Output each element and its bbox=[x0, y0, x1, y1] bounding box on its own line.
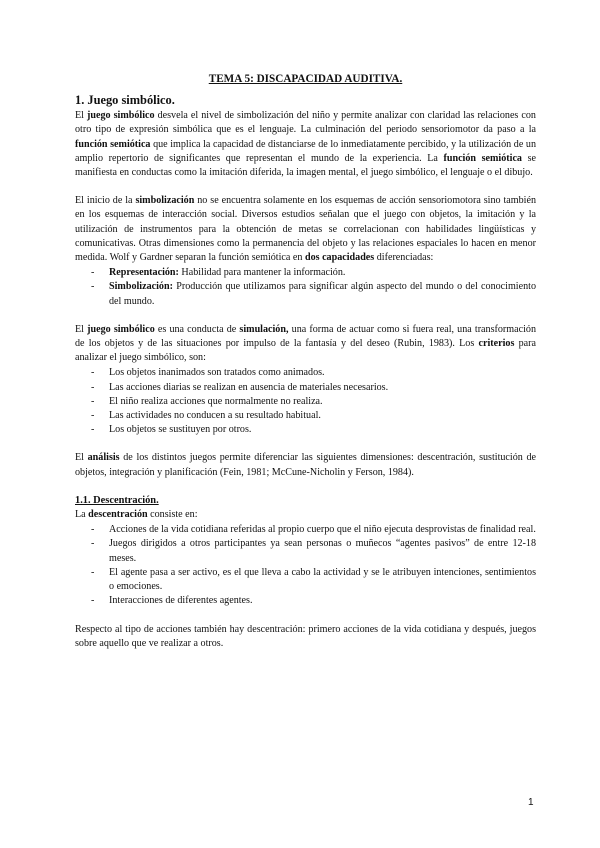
bold-term: simulación, bbox=[239, 323, 289, 335]
list-item bbox=[109, 266, 536, 280]
paragraph-juego-simbolico bbox=[75, 109, 536, 180]
bold-term: análisis bbox=[87, 452, 120, 464]
text-run: una forma de actuar como si fuera real, una transformación de los objetos y de las situaciones por impulso de la fantasía y del deseo (Rubin, 1983). Los bbox=[75, 323, 536, 350]
bold-term: juego simbólico bbox=[87, 323, 155, 335]
bold-term: función semiótica bbox=[75, 138, 151, 150]
text-run: consiste en: bbox=[147, 509, 198, 521]
bold-term: dos capacidades bbox=[304, 252, 375, 264]
list-item: - Las actividades no conducen a su resultado habitual. bbox=[109, 409, 536, 423]
paragraph-descentracion bbox=[75, 508, 536, 522]
paragraph-simbolizacion bbox=[75, 194, 536, 265]
document-title: TEMA 5: DISCAPACIDAD AUDITIVA. bbox=[208, 73, 403, 85]
paragraph-tipo-acciones: Respecto al tipo de acciones también hay descentración: primero acciones de la vida cotidiana y después, juegos sobre aquello que ve realizar a otros. bbox=[75, 623, 536, 649]
text-run: El bbox=[75, 110, 88, 122]
text-run: diferenciadas: bbox=[374, 252, 434, 264]
page-number: 1 bbox=[528, 797, 534, 808]
text-run: de los distintos juegos permite diferenciar las siguientes dimensiones: descentración, sustitución de objetos, integración y planificación (Fein, 1981; McCune-Nicholin y Ferson, 1984). bbox=[75, 452, 536, 478]
paragraph-simulacion bbox=[75, 323, 536, 366]
criteria-list bbox=[75, 366, 536, 437]
text-run: El bbox=[75, 452, 88, 464]
text-run: no se encuentra solamente en los esquemas de acción sensoriomotora sino también en los esquemas de interacción social. Diversos estudios señalan que el juego con objetos, la imitación y la utilización de instrumentos para la obtención de metas se correlacionan con habilidades lingüísticas y comunicativas. Otras dimensiones como la permanencia del objeto y las relaciones espaciales lo hacen en menor medida. Wolf y Gardner separan la función semiótica en bbox=[75, 195, 536, 264]
list-item: - Juegos dirigidos a otros participantes ya sean personas o muñecos “agentes pasivos” de entre 12-18 meses. bbox=[109, 537, 536, 565]
text-run: Habilidad para mantener la información. bbox=[178, 267, 346, 279]
bold-term: simbolización bbox=[135, 195, 195, 207]
capacities-list bbox=[75, 266, 536, 309]
text-run: desvela el nivel de simbolización del niño y permite analizar con claridad las relaciones con otro tipo de expresión simbólica que es el lenguaje. La culminación del periodo sensoriomotor da paso a la bbox=[75, 110, 536, 136]
text-run: se manifiesta en conductas como la imitación diferida, la imagen mental, el juego simbólico, el lenguaje o el dibujo. bbox=[75, 152, 536, 179]
paragraph-analisis bbox=[75, 451, 536, 479]
text-run: La bbox=[75, 509, 89, 521]
text-run: Producción que utilizamos para significar algún aspecto del mundo o del conocimiento del mundo. bbox=[109, 281, 536, 307]
list-item: - Interacciones de diferentes agentes. bbox=[109, 594, 536, 608]
text-run: que implica la capacidad de distanciarse de lo inmediatamente percibido, y la utilización de un amplio repertorio de significantes que representan el mundo de la experiencia. La bbox=[75, 138, 536, 164]
decentration-list bbox=[75, 523, 536, 608]
bold-term: función semiótica bbox=[443, 152, 522, 164]
bold-term: descentración bbox=[88, 509, 148, 521]
text-run: El inicio de la bbox=[75, 195, 136, 207]
list-item: - Los objetos inanimados son tratados como animados. bbox=[109, 366, 536, 380]
list-item: - El niño realiza acciones que normalmente no realiza. bbox=[109, 395, 536, 409]
bold-term: criterios bbox=[478, 338, 515, 350]
bold-term: Representación: bbox=[109, 267, 179, 279]
bold-term: Simbolización: bbox=[109, 281, 173, 293]
list-item: - Acciones de la vida cotidiana referidas al propio cuerpo que el niño ejecuta desprovistas de finalidad real. bbox=[109, 523, 536, 537]
text-run: es una conducta de bbox=[154, 323, 240, 335]
document-page bbox=[75, 72, 536, 651]
list-item: - Las acciones diarias se realizan en ausencia de materiales necesarios. bbox=[109, 381, 536, 395]
bold-term: juego simbólico bbox=[87, 110, 155, 122]
section-heading-descentracion: 1.1. Descentración. bbox=[75, 494, 159, 506]
text-run: El bbox=[75, 323, 88, 335]
list-item bbox=[109, 280, 536, 308]
text-run: para analizar el juego simbólico, son: bbox=[75, 338, 536, 364]
section-heading-juego-simbolico: 1. Juego simbólico. bbox=[75, 93, 175, 108]
list-item: - El agente pasa a ser activo, es el que lleva a cabo la actividad y se le atribuyen intenciones, sentimientos o emociones. bbox=[109, 566, 536, 594]
list-item: - Los objetos se sustituyen por otros. bbox=[109, 423, 536, 437]
